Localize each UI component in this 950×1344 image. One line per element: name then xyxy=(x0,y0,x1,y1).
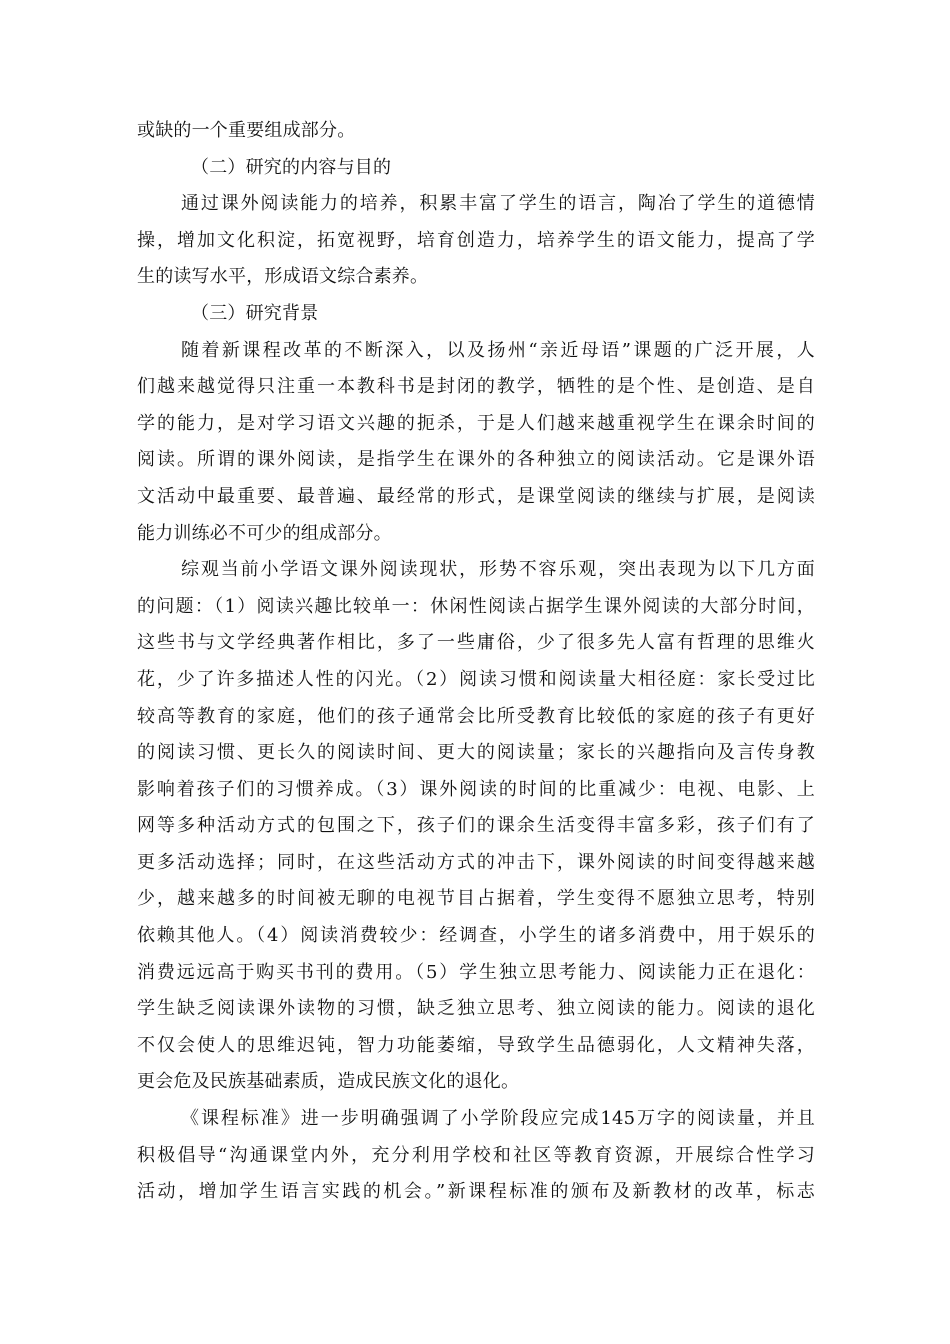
text-line: 影响着孩子们的习惯养成。（3）课外阅读的时间的比重减少：电视、电影、上 xyxy=(137,778,815,800)
text-line: 依赖其他人。（4）阅读消费较少：经调查，小学生的诸多消费中，用于娱乐的 xyxy=(137,925,815,947)
text-line: 操，增加文化积淀，拓宽视野，培育创造力，培养学生的语文能力，提高了学 xyxy=(137,229,815,251)
section-heading: （二）研究的内容与目的 xyxy=(191,156,392,178)
text-line: 消费远远高于购买书刊的费用。（5）学生独立思考能力、阅读能力正在退化： xyxy=(137,961,815,983)
text-line: 这些书与文学经典著作相比，多了一些庸俗，少了很多先人富有哲理的思维火 xyxy=(137,632,815,654)
text-line: 较高等教育的家庭，他们的孩子通常会比所受教育比较低的家庭的孩子有更好 xyxy=(137,705,815,727)
text-line: 阅读。所谓的课外阅读，是指学生在课外的各种独立的阅读活动。它是课外语 xyxy=(137,449,815,471)
text-line: 更多活动选择；同时，在这些活动方式的冲击下，课外阅读的时间变得越来越 xyxy=(137,851,815,873)
text-line: 通过课外阅读能力的培养，积累丰富了学生的语言，陶冶了学生的道德情 xyxy=(181,193,815,215)
text-line: 的问题：（1）阅读兴趣比较单一：休闲性阅读占据学生课外阅读的大部分时间， xyxy=(137,595,815,617)
document-body xyxy=(137,113,815,1211)
text-line: 更会危及民族基础素质，造成民族文化的退化。 xyxy=(137,1071,520,1093)
text-line: 们越来越觉得只注重一本教科书是封闭的教学，牺牲的是个性、是创造、是自 xyxy=(137,376,815,398)
text-line: 或缺的一个重要组成部分。 xyxy=(137,120,356,141)
text-line: 的阅读习惯、更长久的阅读时间、更大的阅读量；家长的兴趣指向及言传身教 xyxy=(137,742,815,764)
text-line: 网等多种活动方式的包围之下，孩子们的课余生活变得丰富多彩，孩子们有了 xyxy=(137,815,815,837)
text-line: 学生缺乏阅读课外读物的习惯，缺乏独立思考、独立阅读的能力。阅读的退化 xyxy=(137,998,815,1020)
text-line: 学的能力，是对学习语文兴趣的扼杀，于是人们越来越重视学生在课余时间的 xyxy=(137,412,815,434)
text-line: 能力训练必不可少的组成部分。 xyxy=(137,522,392,544)
text-line: 《课程标准》进一步明确强调了小学阶段应完成145万字的阅读量，并且 xyxy=(181,1108,815,1130)
text-line: 生的读写水平，形成语文综合素养。 xyxy=(137,266,429,288)
text-line: 文活动中最重要、最普遍、最经常的形式，是课堂阅读的继续与扩展，是阅读 xyxy=(137,485,815,507)
text-line: 随着新课程改革的不断深入，以及扬州“亲近母语”课题的广泛开展，人 xyxy=(181,339,815,361)
text-line: 活动，增加学生语言实践的机会。”新课程标准的颁布及新教材的改革，标志 xyxy=(137,1181,815,1203)
text-line: 少，越来越多的时间被无聊的电视节目占据着，学生变得不愿独立思考，特别 xyxy=(137,888,815,910)
text-line: 不仅会使人的思维迟钝，智力功能萎缩，导致学生品德弱化，人文精神失落， xyxy=(137,1034,815,1056)
text-line: 综观当前小学语文课外阅读现状，形势不容乐观，突出表现为以下几方面 xyxy=(181,559,815,581)
text-line: 积极倡导“沟通课堂内外，充分利用学校和社区等教育资源，开展综合性学习 xyxy=(137,1144,815,1166)
text-line: 花，少了许多描述人性的闪光。（2）阅读习惯和阅读量大相径庭：家长受过比 xyxy=(137,668,815,690)
section-heading: （三）研究背景 xyxy=(191,302,319,324)
